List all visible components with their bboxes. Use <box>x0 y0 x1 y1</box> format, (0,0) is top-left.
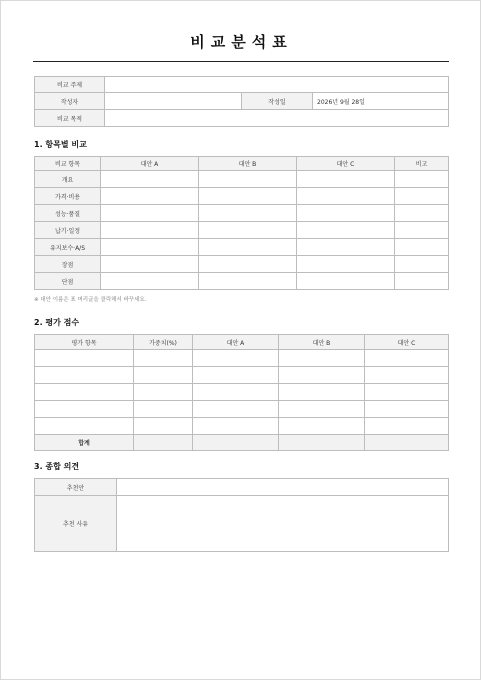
table-row <box>35 256 449 273</box>
score-item-cell[interactable] <box>35 384 134 401</box>
score-item-cell[interactable] <box>35 367 134 384</box>
comparison-header-option-c[interactable]: 대안 C <box>297 157 395 171</box>
cell-b[interactable] <box>199 239 297 256</box>
score-item-cell[interactable] <box>35 418 134 435</box>
score-c-cell[interactable] <box>365 367 449 384</box>
weight-cell[interactable] <box>134 384 193 401</box>
info-table <box>34 76 449 127</box>
score-item-cell[interactable] <box>35 350 134 367</box>
table-row <box>35 239 449 256</box>
cell-b[interactable] <box>199 171 297 188</box>
weight-cell[interactable] <box>134 350 193 367</box>
cell-remark[interactable] <box>395 222 449 239</box>
title-divider <box>33 61 449 62</box>
table-row <box>35 384 449 401</box>
table-row <box>35 418 449 435</box>
section2-heading: 2. 평가 점수 <box>34 318 80 327</box>
purpose-label: 비교 목적 <box>35 110 105 127</box>
cell-b[interactable] <box>199 222 297 239</box>
score-header-option-b: 대안 B <box>279 335 365 350</box>
cell-a[interactable] <box>101 171 199 188</box>
cell-c[interactable] <box>297 256 395 273</box>
option-name-hint: ※ 대안 이름은 표 머리글을 클릭해서 바꾸세요. <box>34 297 147 303</box>
table-row <box>35 188 449 205</box>
total-weight-cell <box>134 435 193 451</box>
weight-cell[interactable] <box>134 401 193 418</box>
table-row <box>35 273 449 290</box>
score-c-cell[interactable] <box>365 401 449 418</box>
author-label: 작성자 <box>35 93 105 110</box>
section1-heading: 1. 항목별 비교 <box>34 140 87 149</box>
comparison-header-option-a[interactable]: 대안 A <box>101 157 199 171</box>
cell-b[interactable] <box>199 205 297 222</box>
score-c-cell[interactable] <box>365 384 449 401</box>
cell-c[interactable] <box>297 239 395 256</box>
total-label: 합계 <box>35 435 134 451</box>
cell-c[interactable] <box>297 273 395 290</box>
author-field[interactable] <box>105 93 242 110</box>
recommend-label: 추천안 <box>35 479 117 496</box>
total-row <box>35 435 449 451</box>
row-label: 단점 <box>35 273 101 290</box>
comparison-header-remarks: 비고 <box>395 157 449 171</box>
table-row <box>35 350 449 367</box>
cell-remark[interactable] <box>395 273 449 290</box>
score-header-weight: 가중치(%) <box>134 335 193 350</box>
score-b-cell[interactable] <box>279 418 365 435</box>
cell-remark[interactable] <box>395 256 449 273</box>
row-label: 장점 <box>35 256 101 273</box>
purpose-field[interactable] <box>105 110 449 127</box>
table-row <box>35 401 449 418</box>
cell-c[interactable] <box>297 205 395 222</box>
cell-b[interactable] <box>199 256 297 273</box>
score-b-cell[interactable] <box>279 401 365 418</box>
row-label: 성능·품질 <box>35 205 101 222</box>
subject-field[interactable] <box>105 77 449 93</box>
score-header-option-c: 대안 C <box>365 335 449 350</box>
recommend-field[interactable] <box>117 479 449 496</box>
cell-a[interactable] <box>101 188 199 205</box>
date-label: 작성일 <box>242 93 313 110</box>
weight-cell[interactable] <box>134 418 193 435</box>
row-label: 유지보수·A/S <box>35 239 101 256</box>
table-row <box>35 367 449 384</box>
score-header-option-a: 대안 A <box>193 335 279 350</box>
table-row <box>35 205 449 222</box>
row-label: 가격·비용 <box>35 188 101 205</box>
subject-label: 비교 주제 <box>35 77 105 93</box>
score-b-cell[interactable] <box>279 384 365 401</box>
reason-label: 추천 사유 <box>35 496 117 552</box>
score-a-cell[interactable] <box>193 384 279 401</box>
cell-a[interactable] <box>101 222 199 239</box>
cell-remark[interactable] <box>395 171 449 188</box>
reason-field[interactable] <box>117 496 449 552</box>
score-b-cell[interactable] <box>279 367 365 384</box>
comparison-header-option-b[interactable]: 대안 B <box>199 157 297 171</box>
comparison-header-item: 비교 항목 <box>35 157 101 171</box>
score-a-cell[interactable] <box>193 350 279 367</box>
section3-heading: 3. 종합 의견 <box>34 462 80 471</box>
table-row <box>35 171 449 188</box>
cell-remark[interactable] <box>395 239 449 256</box>
row-label: 납기·일정 <box>35 222 101 239</box>
cell-a[interactable] <box>101 239 199 256</box>
cell-c[interactable] <box>297 222 395 239</box>
score-b-cell[interactable] <box>279 350 365 367</box>
total-b-cell <box>279 435 365 451</box>
date-field[interactable]: 2026년 9월 28일 <box>313 93 449 110</box>
row-label: 개요 <box>35 171 101 188</box>
cell-c[interactable] <box>297 171 395 188</box>
score-c-cell[interactable] <box>365 418 449 435</box>
cell-a[interactable] <box>101 256 199 273</box>
score-header-item: 평가 항목 <box>35 335 134 350</box>
cell-remark[interactable] <box>395 188 449 205</box>
score-a-cell[interactable] <box>193 367 279 384</box>
total-c-cell <box>365 435 449 451</box>
document-title: 비교분석표 <box>190 33 293 51</box>
cell-b[interactable] <box>199 188 297 205</box>
score-a-cell[interactable] <box>193 418 279 435</box>
weight-cell[interactable] <box>134 367 193 384</box>
score-table <box>34 334 449 451</box>
cell-a[interactable] <box>101 205 199 222</box>
total-a-cell <box>193 435 279 451</box>
score-a-cell[interactable] <box>193 401 279 418</box>
table-row <box>35 222 449 239</box>
score-item-cell[interactable] <box>35 401 134 418</box>
cell-b[interactable] <box>199 273 297 290</box>
opinion-table <box>34 478 449 552</box>
cell-a[interactable] <box>101 273 199 290</box>
cell-remark[interactable] <box>395 205 449 222</box>
score-c-cell[interactable] <box>365 350 449 367</box>
cell-c[interactable] <box>297 188 395 205</box>
comparison-table <box>34 156 449 290</box>
